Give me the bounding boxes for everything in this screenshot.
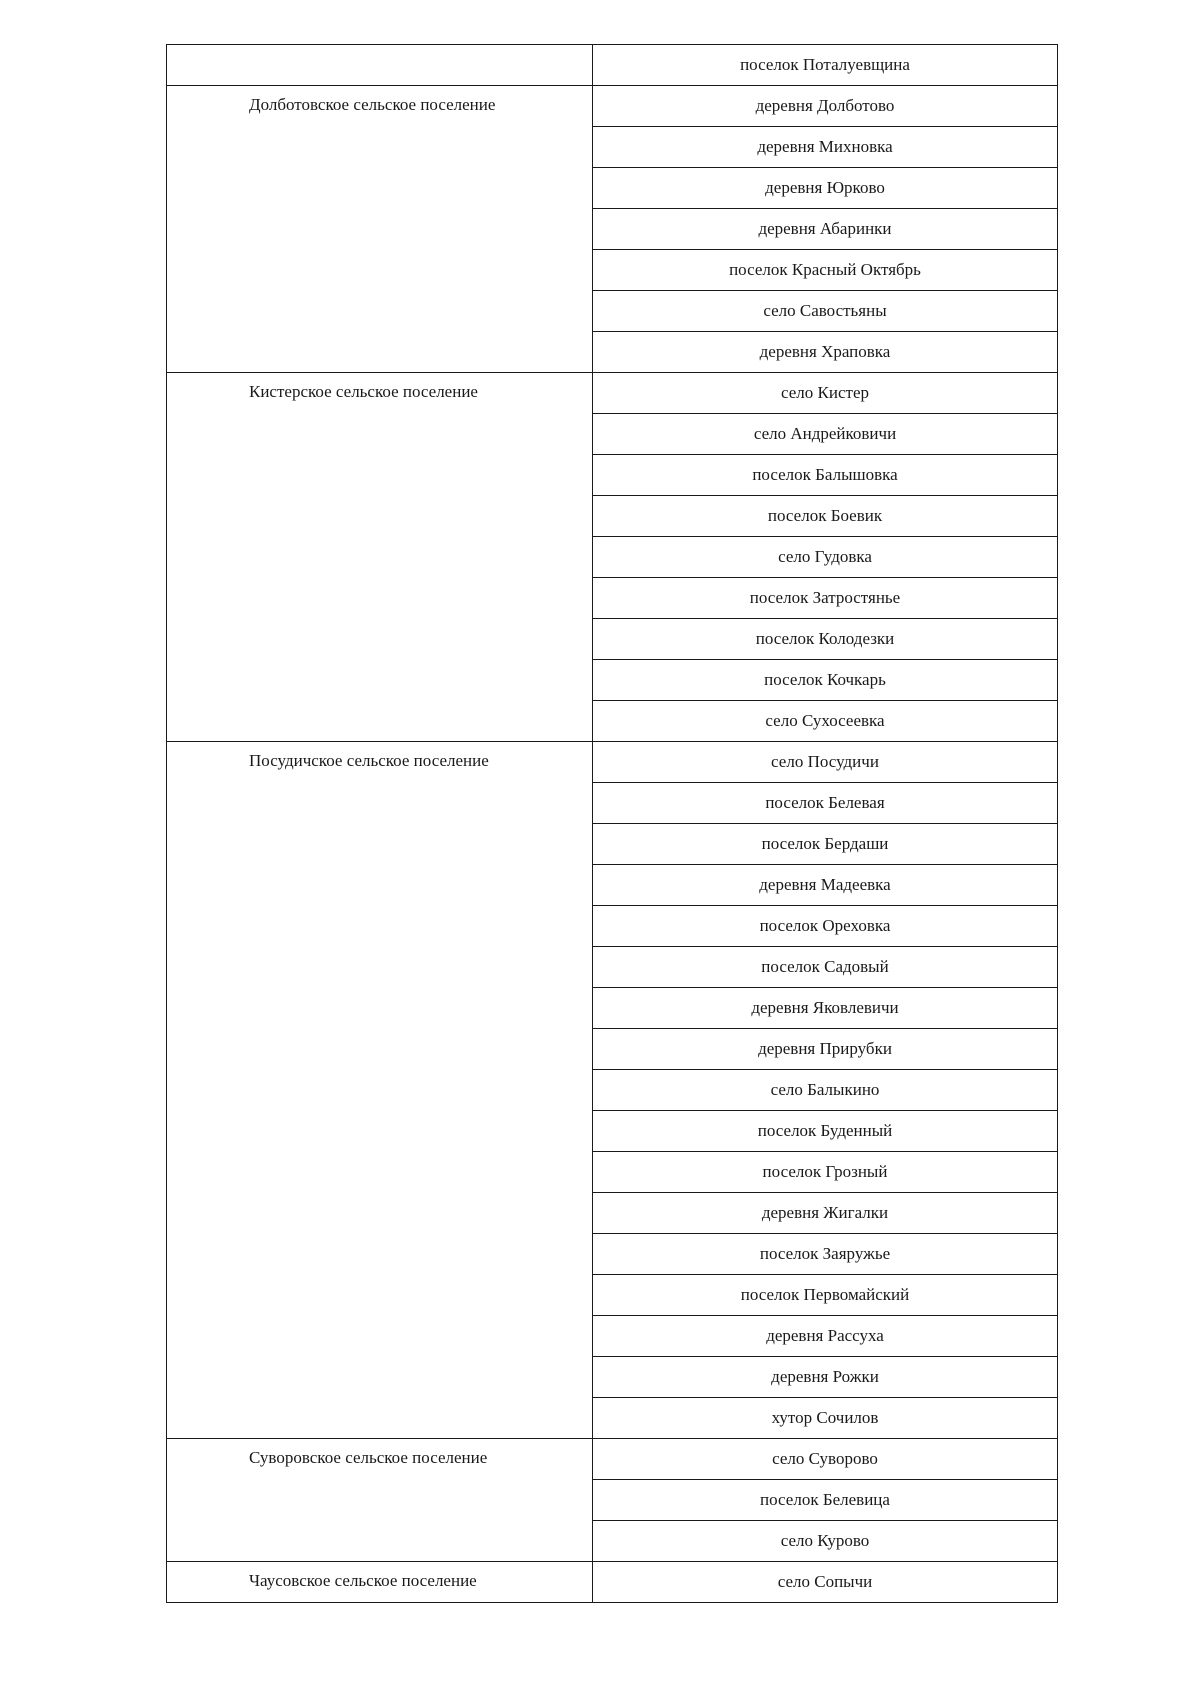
table-row (167, 86, 1058, 127)
locality-cell: деревня Юрково (593, 168, 1058, 209)
settlement-name: Чаусовское сельское поселение (249, 1571, 477, 1590)
table-row (167, 373, 1058, 414)
locality-cell: поселок Затростянье (593, 578, 1058, 619)
locality-cell: поселок Первомайский (593, 1275, 1058, 1316)
locality-cell: поселок Белевая (593, 783, 1058, 824)
locality-cell: деревня Храповка (593, 332, 1058, 373)
locality-cell: поселок Боевик (593, 496, 1058, 537)
table-row (167, 1439, 1058, 1480)
settlement-cell (167, 742, 593, 1439)
locality-cell: деревня Яковлевичи (593, 988, 1058, 1029)
settlement-cell (167, 373, 593, 742)
locality-cell: деревня Долботово (593, 86, 1058, 127)
locality-cell: поселок Колодезки (593, 619, 1058, 660)
locality-cell: село Посудичи (593, 742, 1058, 783)
locality-cell: поселок Ореховка (593, 906, 1058, 947)
locality-cell: деревня Прирубки (593, 1029, 1058, 1070)
settlement-name: Посудичское сельское поселение (249, 751, 489, 770)
settlements-table-body (167, 45, 1058, 1603)
settlement-name: Долботовское сельское поселение (249, 95, 496, 114)
locality-cell: село Суворово (593, 1439, 1058, 1480)
locality-cell: поселок Белевица (593, 1480, 1058, 1521)
locality-cell: село Савостьяны (593, 291, 1058, 332)
settlement-cell (167, 1439, 593, 1562)
locality-cell: поселок Балышовка (593, 455, 1058, 496)
locality-cell: поселок Буденный (593, 1111, 1058, 1152)
locality-cell: деревня Мадеевка (593, 865, 1058, 906)
locality-cell: хутор Сочилов (593, 1398, 1058, 1439)
settlement-name: Суворовское сельское поселение (249, 1448, 488, 1467)
locality-cell: село Андрейковичи (593, 414, 1058, 455)
locality-cell: село Сухосеевка (593, 701, 1058, 742)
settlements-table (166, 44, 1058, 1603)
locality-cell: село Сопычи (593, 1562, 1058, 1603)
locality-cell: деревня Михновка (593, 127, 1058, 168)
locality-cell: поселок Садовый (593, 947, 1058, 988)
table-row (167, 45, 1058, 86)
settlement-cell (167, 86, 593, 373)
table-row (167, 742, 1058, 783)
settlement-name: Кистерское сельское поселение (249, 382, 478, 401)
locality-cell: село Курово (593, 1521, 1058, 1562)
locality-cell: деревня Рассуха (593, 1316, 1058, 1357)
locality-cell: деревня Рожки (593, 1357, 1058, 1398)
locality-cell: поселок Грозный (593, 1152, 1058, 1193)
locality-cell: поселок Бердаши (593, 824, 1058, 865)
locality-cell: поселок Кочкарь (593, 660, 1058, 701)
locality-cell: село Балыкино (593, 1070, 1058, 1111)
locality-cell: поселок Красный Октябрь (593, 250, 1058, 291)
locality-cell: деревня Жигалки (593, 1193, 1058, 1234)
locality-cell: деревня Абаринки (593, 209, 1058, 250)
settlement-cell (167, 1562, 593, 1603)
locality-cell: село Гудовка (593, 537, 1058, 578)
locality-cell: поселок Заяружье (593, 1234, 1058, 1275)
settlement-cell (167, 45, 593, 86)
locality-cell: село Кистер (593, 373, 1058, 414)
table-row (167, 1562, 1058, 1603)
locality-cell: поселок Поталуевщина (593, 45, 1058, 86)
